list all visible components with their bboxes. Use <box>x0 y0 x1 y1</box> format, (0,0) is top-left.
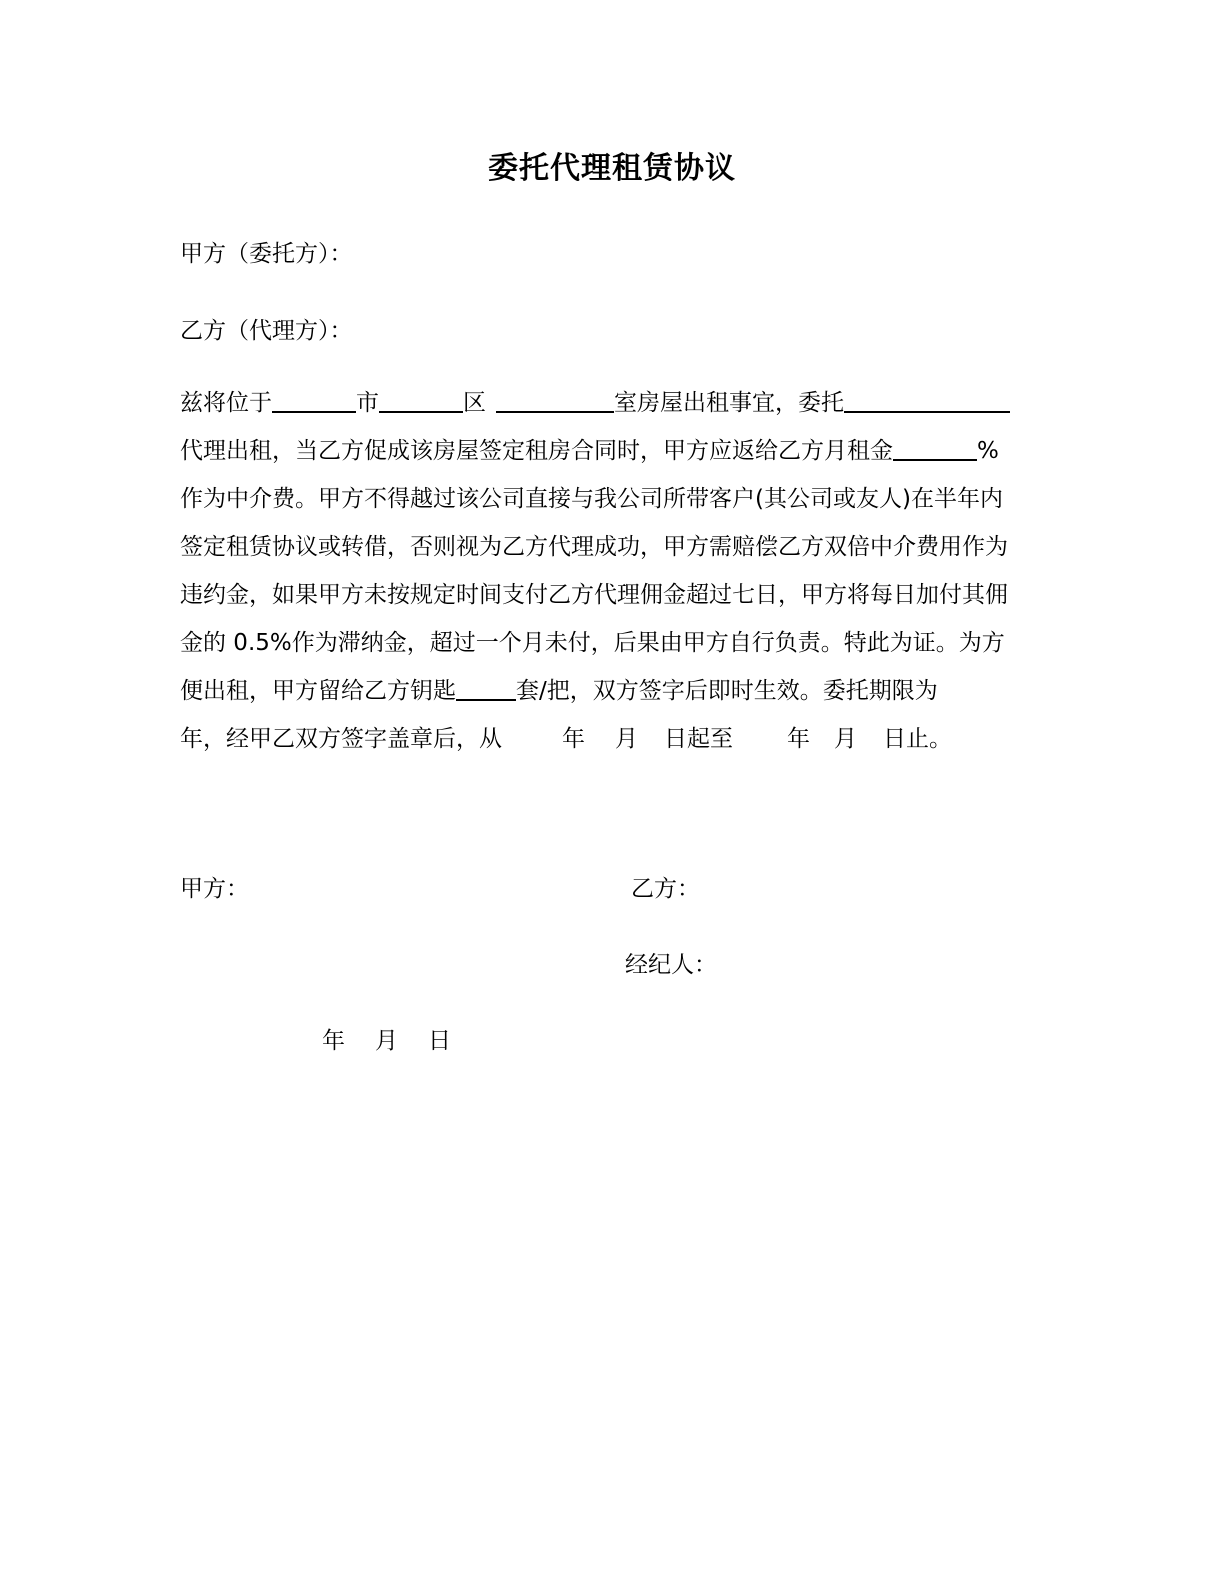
agent-name-blank <box>844 387 1010 413</box>
party-b-label: 乙方（代理方）： <box>180 318 353 344</box>
signature-date <box>322 1022 451 1055</box>
text-start-day: 日起至 <box>664 726 733 752</box>
date-month: 月 <box>375 1028 398 1054</box>
text-commission: 代理出租，当乙方促成该房屋签定租房合同时，甲方应返给乙方月租金 <box>180 438 893 464</box>
text-effective-from: 年，经甲乙双方签字盖章后，从 <box>180 726 502 752</box>
text-city: 市 <box>356 390 379 416</box>
party-a-label: 甲方（委托方）： <box>180 241 353 267</box>
signature-party-b: 乙方： <box>631 876 700 902</box>
percent-blank <box>893 435 977 461</box>
text-room-entrust: 室房屋出租事宜，委托 <box>614 390 844 416</box>
document-title: 委托代理租赁协议 <box>488 151 736 186</box>
text-start-month: 月 <box>615 726 638 752</box>
text-keys: 便出租，甲方留给乙方钥匙 <box>180 678 456 704</box>
text-end-month: 月 <box>834 726 857 752</box>
text-end-year: 年 <box>787 726 810 752</box>
date-day: 日 <box>428 1028 451 1054</box>
signature-party-a: 甲方： <box>180 876 249 902</box>
text-location-intro: 兹将位于 <box>180 390 272 416</box>
room-blank <box>496 387 614 413</box>
body-line-2 <box>180 434 999 468</box>
text-end-day: 日止。 <box>883 726 952 752</box>
text-percent: % <box>977 438 999 464</box>
text-district: 区 <box>463 390 486 416</box>
body-line-4: 签定租赁协议或转借，否则视为乙方代理成功，甲方需赔偿乙方双倍中介费用作为 <box>180 534 1008 560</box>
body-line-7 <box>180 674 938 708</box>
text-start-year: 年 <box>562 726 585 752</box>
body-line-6: 金的 0.5%作为滞纳金，超过一个月未付，后果由甲方自行负责。特此为证。为方 <box>180 630 1005 656</box>
signature-agent: 经纪人： <box>625 952 717 978</box>
city-blank <box>272 387 356 413</box>
body-line-5: 违约金，如果甲方未按规定时间支付乙方代理佣金超过七日，甲方将每日加付其佣 <box>180 582 1008 608</box>
district-blank <box>379 387 463 413</box>
body-line-1 <box>180 386 1010 420</box>
text-term: 套/把，双方签字后即时生效。委托期限为 <box>516 678 938 704</box>
keys-count-blank <box>456 675 516 701</box>
body-line-3: 作为中介费。甲方不得越过该公司直接与我公司所带客户(其公司或友人)在半年内 <box>180 486 1003 512</box>
date-year: 年 <box>322 1028 345 1054</box>
body-line-8 <box>180 722 952 756</box>
